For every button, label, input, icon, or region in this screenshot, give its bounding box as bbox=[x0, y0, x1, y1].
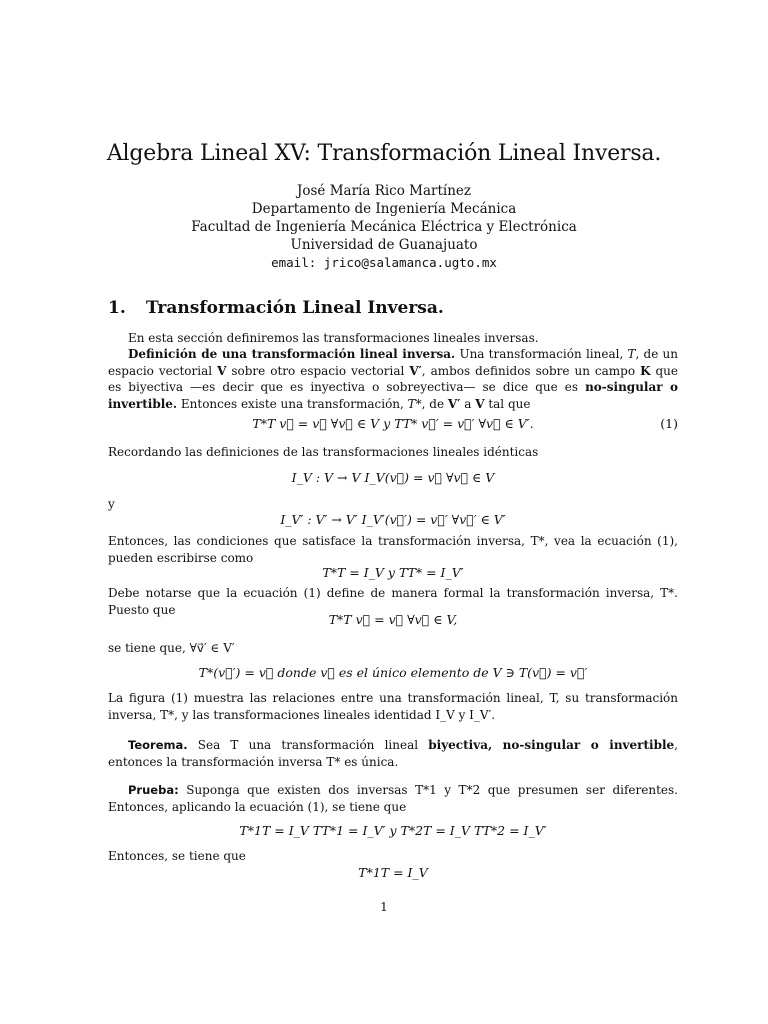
theorem-bold-terms: biyectiva, no-singular o invertible bbox=[428, 738, 675, 752]
definition-lead: Definición de una transformación lineal inversa. bbox=[128, 347, 456, 361]
page-number: 1 bbox=[380, 900, 388, 914]
equation-7: T*1T = I_V TT*1 = I_V′ y T*2T = I_V TT*2 = I_V′ bbox=[239, 823, 547, 838]
faculty: Facultad de Ingeniería Mecánica Eléctrica y Electrónica bbox=[191, 219, 577, 235]
section-number: 1. bbox=[108, 298, 126, 318]
section-heading bbox=[108, 298, 444, 318]
author-block bbox=[0, 182, 768, 272]
figure-reference-paragraph: La figura (1) muestra las relaciones entre una transformación lineal, T, su transformación inversa, T*, y las transformaciones lineales identidad I_V y I_V′. bbox=[108, 691, 678, 722]
section-title-text: Transformación Lineal Inversa. bbox=[146, 298, 444, 318]
theorem-lead: Teorema. bbox=[128, 738, 188, 752]
equation-1-number: (1) bbox=[660, 416, 678, 431]
equation-4: T*T = I_V y TT* = I_V′ bbox=[322, 565, 464, 580]
identity-paragraph: Recordando las definiciones de las transformaciones lineales idénticas bbox=[108, 445, 539, 459]
equation-1-body: T*T v⃗ = v⃗ ∀v⃗ ∈ V y TT* v⃗′ = v⃗′ ∀v⃗ ∈ V′. bbox=[252, 416, 534, 431]
definition-paragraph: Definición de una transformación lineal inversa. Una transformación lineal, T, de un espacio vectorial V sobre otro espacio vectorial V′, ambos definidos sobre un campo K que es biyectiva —es decir que es inyectiva o sobreyectiva— se dice que es no-singular o invertible. Entonces existe una transformación, T*, de V′ a V tal que bbox=[108, 347, 678, 411]
conditions-paragraph: Entonces, las condiciones que satisface la transformación inversa, T*, vea la ecuación (1), pueden escribirse como bbox=[108, 534, 678, 565]
formal-definition-paragraph: Debe notarse que la ecuación (1) define de manera formal la transformación inversa, T*. Puesto que bbox=[108, 586, 678, 617]
proof-lead: Prueba: bbox=[128, 783, 179, 797]
author-name: José María Rico Martínez bbox=[296, 183, 472, 199]
conjunction-y: y bbox=[108, 497, 115, 511]
equation-6: T*(v⃗′) = v⃗ donde v⃗ es el único elemento de V ∋ T(v⃗) = v⃗′ bbox=[198, 665, 588, 680]
equation-1 bbox=[108, 416, 678, 432]
equation-8: T*1T = I_V bbox=[358, 865, 428, 880]
proof-paragraph: Prueba: Suponga que existen dos inversas T*1 y T*2 que presumen ser diferentes. Entonces, aplicando la ecuación (1), se tiene que bbox=[108, 783, 678, 814]
email-line: email: jrico@salamanca.ugto.mx bbox=[271, 255, 497, 270]
invertible-term: no-singular o invertible. bbox=[108, 380, 678, 411]
paper-title: Algebra Lineal XV: Transformación Lineal Inversa. bbox=[106, 141, 662, 166]
department: Departamento de Ingeniería Mecánica bbox=[251, 201, 517, 217]
se-tiene-paragraph: se tiene que, ∀v⃗′ ∈ V′ bbox=[108, 641, 235, 655]
equation-2: I_V : V → V I_V(v⃗) = v⃗ ∀v⃗ ∈ V bbox=[291, 470, 495, 485]
intro-paragraph: En esta sección definiremos las transformaciones lineales inversas. bbox=[128, 331, 539, 345]
equation-5: T*T v⃗ = v⃗ ∀v⃗ ∈ V, bbox=[328, 612, 458, 627]
theorem-paragraph: Teorema. Sea T una transformación lineal biyectiva, no-singular o invertible, entonces la transformación inversa T* es única. bbox=[108, 738, 678, 769]
equation-3: I_V′ : V′ → V′ I_V′(v⃗′) = v⃗′ ∀v⃗′ ∈ V′ bbox=[280, 512, 506, 527]
closing-paragraph: Entonces, se tiene que bbox=[108, 849, 246, 863]
university: Universidad de Guanajuato bbox=[290, 237, 478, 253]
